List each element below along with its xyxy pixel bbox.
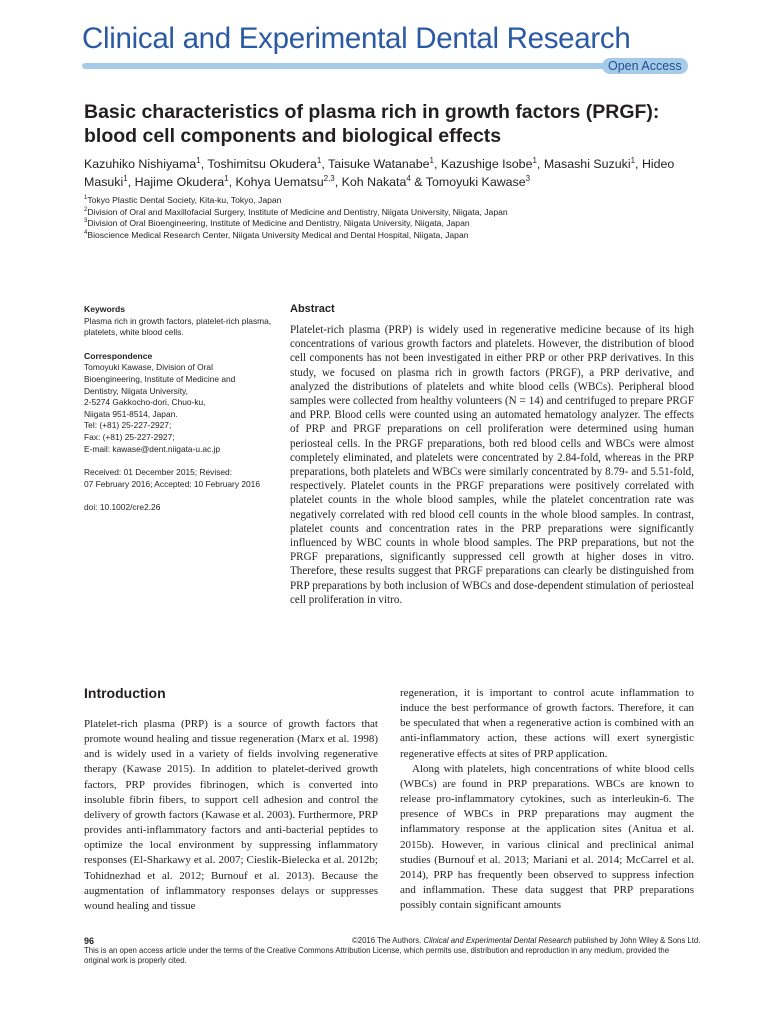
author-separator: , xyxy=(433,157,441,171)
correspondence-line: 2-5274 Gakkocho-dori, Chuo-ku, xyxy=(84,397,206,408)
author-separator: , xyxy=(127,175,135,189)
article-info-sidebar xyxy=(84,304,274,514)
received-line: Received: 01 December 2015; Revised: xyxy=(84,467,233,478)
author-affiliation-marker: 1 xyxy=(316,155,322,165)
author-list xyxy=(84,155,704,191)
affiliation-line xyxy=(84,207,704,219)
author-separator: & xyxy=(410,175,426,189)
author-separator: , xyxy=(321,157,329,171)
author-name[interactable]: Kazushige Isobe xyxy=(440,157,533,171)
introduction-paragraph: regeneration, it is important to control acute inflammation to induce the best performance of growth factors. Therefore, it can be speculated that when a regenerative action is combined with an anti-inflammatory action, these actions will exert synergistic regenerative effects at sites of PRP application. xyxy=(400,687,694,760)
author-affiliation-marker: 1 xyxy=(532,155,537,165)
author-separator: , xyxy=(228,175,236,189)
affiliation-text: Bioscience Medical Research Center, Niigata University Medical and Dental Hospital, Niigata, Japan xyxy=(87,229,469,240)
copyright-suffix: published by John Wiley & Sons Ltd. xyxy=(571,936,701,945)
introduction-paragraph: Platelet-rich plasma (PRP) is a source of growth factors that promote wound healing and tissue regeneration (Marx et al. 1998) and is widely used in a variety of fields involving regenerative therapy (Kawase 2015). In addition to platelet-derived growth factors, PRP provides fibrinogen, which is converted into insoluble fibrin fibers, to support cell adhesion and control the delivery of growth factors (Kawase et al. 2003). Furthermore, PRP provides anti-inflammatory factors and anti-bacterial peptides to optimize the local environment by suppressing inflammatory responses (El-Sharkawy et al. 2007; Cieslik-Bielecka et al. 2012b; Tohidnezhad et al. 2012; Burnouf et al. 2013). Because the augmentation of inflammatory responses delays or suppresses wound healing and tissue xyxy=(84,718,378,912)
affiliation-line xyxy=(84,230,704,242)
author-affiliation-marker: 1 xyxy=(429,155,434,165)
author-name[interactable]: Kohya Uematsu xyxy=(235,175,324,189)
introduction-heading: Introduction xyxy=(84,685,166,701)
affiliation-text: Tokyo Plastic Dental Society, Kita-ku, Tokyo, Japan xyxy=(87,195,282,205)
affiliation-number: 4 xyxy=(84,229,88,236)
open-access-badge[interactable]: Open Access xyxy=(602,58,688,74)
affiliation-line xyxy=(84,218,704,230)
correspondence-heading: Correspondence xyxy=(84,350,153,361)
author-name[interactable]: Tomoyuki Kawase xyxy=(425,175,526,189)
author-separator: , xyxy=(334,175,342,189)
author-name[interactable]: Masashi Suzuki xyxy=(543,157,631,171)
correspondence-block xyxy=(84,362,274,455)
article-title: Basic characteristics of plasma rich in growth factors (PRGF): blood cell components and biological effects xyxy=(84,101,660,147)
author-name[interactable]: Hajime Okudera xyxy=(134,175,225,189)
body-column-right xyxy=(400,686,694,913)
affiliation-text: Division of Oral and Maxillofacial Surgery, Institute of Medicine and Dentistry, Niigata University, Niigata, Japan xyxy=(87,206,508,217)
author-separator: , xyxy=(200,157,208,171)
affiliation-number: 1 xyxy=(84,195,88,202)
author-affiliation-marker: 3 xyxy=(525,173,531,183)
page-number: 96 xyxy=(84,936,95,946)
author-name[interactable]: Taisuke Watanabe xyxy=(328,157,430,171)
author-separator: , xyxy=(635,157,642,171)
affiliation-number: 3 xyxy=(84,218,88,225)
author-name[interactable]: Hideo Masuki xyxy=(84,157,675,189)
abstract-text: Platelet-rich plasma (PRP) is widely used in regenerative medicine because of its high concentrations of various growth factors and platelets. However, the distribution of blood cell components has not been investigated in either PRP or other PRP derivatives. In this study, we focused on plasma rich in growth factors (PRGF), a PRP derivative, and analyzed the distributions of platelets and white blood cells (WBCs). Peripheral blood samples were collected from healthy volunteers (N = 14) and centrifuged to prepare PRGF and PRP. Blood cells were counted using an automated hematology analyzer. The effects of PRP and PRGF preparations on cell proliferation were determined using human periosteal cells. In the PRGF preparations, both red blood cells and WBCs were almost completely eliminated, and platelets were concentrated by 2.84-fold, whereas in the PRP preparations, both platelets and WBCs were similarly concentrated by 8.79- and 5.51-fold, respectively. Platelet counts in the PRGF preparations were positively correlated with platelet counts in the whole blood samples, while the platelet concentration rate was negatively correlated with red blood cell counts in the whole blood samples. In contrast, platelet counts and concentration rates in the PRP preparations were significantly influenced by WBC counts in whole blood samples. The PRP preparations, but not the PRGF preparations, significantly suppressed cell growth at higher doses in vitro. Therefore, these results suggest that PRGF preparations can clearly be distinguished from PRP preparations by both inclusion of WBCs and dose-dependent stimulation of periosteal cell proliferation in vitro. xyxy=(290,324,694,606)
introduction-paragraph: Along with platelets, high concentrations of white blood cells (WBCs) are found in PRP preparations. WBCs are known to release pro-inflammatory cytokines, such as interleukin-6. The presence of WBCs in PRP preparations may augment the inflammatory response at the application sites (Anitua et al. 2015b). However, in various clinical and preclinical animal studies (Burnouf et al. 2013; Mariani et al. 2014; McCarrel et al. 2014), PRP has frequently been observed to suppress infection and inflammation. These data suggest that PRP preparations possibly contain significant amounts xyxy=(400,762,694,912)
fax-line: Fax: (+81) 25-227-2927; xyxy=(84,431,175,442)
author-affiliation-marker: 2,3 xyxy=(323,173,335,183)
copyright-prefix: ©2016 The Authors. xyxy=(352,936,424,945)
correspondence-line: Bioengineering, Institute of Medicine and xyxy=(84,373,236,384)
copyright-line xyxy=(352,936,701,945)
author-name[interactable]: Toshimitsu Okudera xyxy=(207,157,317,171)
doi-link[interactable]: doi: 10.1002/cre2.26 xyxy=(84,502,161,513)
license-text: This is an open access article under the terms of the Creative Commons Attribution License, which permits use, distribution and reproduction in any medium, provided the original work is properly cited. xyxy=(84,946,670,965)
journal-name: Clinical and Experimental Dental Research xyxy=(423,936,572,945)
author-affiliation-marker: 1 xyxy=(224,173,229,183)
affiliation-text: Division of Oral Bioengineering, Institute of Medicine and Dentistry, Niigata University, Niigata, Japan xyxy=(87,218,470,228)
author-affiliation-marker: 4 xyxy=(406,173,411,183)
affiliation-line xyxy=(84,195,704,207)
author-affiliation-marker: 1 xyxy=(196,155,201,165)
email-line[interactable]: E-mail: kawase@dent.niigata-u.ac.jp xyxy=(84,443,221,454)
body-column-left xyxy=(84,717,378,914)
affiliation-list xyxy=(84,195,704,241)
author-name[interactable]: Kazuhiko Nishiyama xyxy=(84,157,197,171)
author-name[interactable]: Koh Nakata xyxy=(341,175,407,189)
correspondence-line: Niigata 951-8514, Japan. xyxy=(84,408,178,419)
keywords-heading: Keywords xyxy=(84,304,126,314)
correspondence-line: Tomoyuki Kawase, Division of Oral xyxy=(84,362,213,373)
affiliation-number: 2 xyxy=(84,206,88,213)
author-affiliation-marker: 1 xyxy=(123,173,128,183)
author-separator: , xyxy=(536,157,544,171)
author-affiliation-marker: 1 xyxy=(630,155,636,165)
header-rule xyxy=(82,63,684,69)
journal-title: Clinical and Experimental Dental Research xyxy=(82,22,631,55)
correspondence-line: Dentistry, Niigata University, xyxy=(84,385,188,396)
abstract-heading: Abstract xyxy=(290,303,335,315)
keywords-text: Plasma rich in growth factors, platelet-rich plasma, platelets, white blood cells. xyxy=(84,315,272,338)
received-dates xyxy=(84,467,274,490)
received-line: 07 February 2016; Accepted: 10 February 2016 xyxy=(84,478,260,489)
phone-line: Tel: (+81) 25-227-2927; xyxy=(84,420,172,431)
